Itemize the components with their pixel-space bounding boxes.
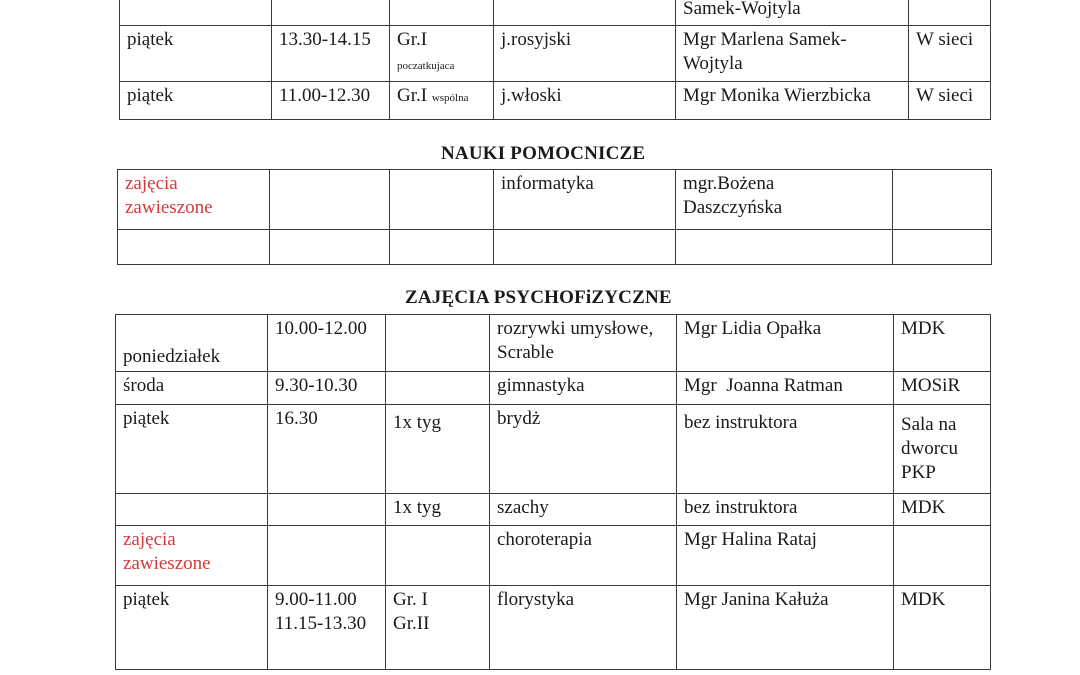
teacher-cell: Mgr Lidia Opałka [677,315,894,372]
teacher-cell: Mgr Janina Kałuża [677,586,894,670]
place-cell: MDK [894,494,991,526]
section-heading-psychophysical: ZAJĘCIA PSYCHOFiZYCZNE [405,287,672,308]
place-cell: MDK [894,315,991,372]
table-row [116,372,991,405]
group-cell [390,0,494,26]
time-cell [268,526,386,586]
subject-cell: gimnastyka [490,372,677,405]
group-cell [390,26,494,82]
table-row [116,315,991,372]
place-cell: MDK [894,586,991,670]
table-row [118,170,992,230]
day-cell: piątek [116,586,268,670]
teacher-cell: Mgr Marlena Samek-Wojtyla [676,26,909,82]
section-heading-auxiliary: NAUKI POMOCNICZE [441,143,646,164]
teacher-cell: bez instruktora [677,494,894,526]
subject-cell: choroterapia [490,526,677,586]
place-cell: W sieci [909,82,991,120]
group-cell: Gr. I Gr.II [386,586,490,670]
subject-cell: florystyka [490,586,677,670]
subject-cell: rozrywki umysłowe, Scrable [490,315,677,372]
auxiliary-table [117,169,992,265]
place-cell [909,0,991,26]
table-row [120,82,991,120]
group-sub-label: wspólna [431,92,469,104]
time-cell: 9.30-10.30 [268,372,386,405]
time-cell [270,170,390,230]
day-cell: piątek [120,26,272,82]
group-cell: 1x tyg [386,405,490,494]
subject-cell: szachy [490,494,677,526]
subject-cell: informatyka [494,170,676,230]
day-cell: piątek [120,82,272,120]
group-main-label: Gr.I [397,29,428,50]
table-row [116,494,991,526]
group-cell [386,526,490,586]
teacher-cell: bez instruktora [677,405,894,494]
group-main-label: Gr.I [397,85,428,106]
group-cell [386,372,490,405]
psychophysical-table [115,314,991,670]
time-cell [268,494,386,526]
day-cell [118,230,270,265]
teacher-cell: Mgr Joanna Ratman [677,372,894,405]
subject-cell [494,230,676,265]
place-cell [893,230,992,265]
table-row [120,0,991,26]
time-cell [272,0,390,26]
place-cell: W sieci [909,26,991,82]
time-cell: 13.30-14.15 [272,26,390,82]
time-cell: 10.00-12.00 [268,315,386,372]
teacher-cell [676,0,909,26]
day-cell: środa [116,372,268,405]
time-cell: 9.00-11.00 11.15-13.30 [268,586,386,670]
table-row [118,230,992,265]
group-cell: 1x tyg [386,494,490,526]
subject-cell: brydż [490,405,677,494]
time-cell [270,230,390,265]
teacher-cell: Mgr Monika Wierzbicka [676,82,909,120]
teacher-cell [676,230,893,265]
table-row [116,526,991,586]
subject-cell: j.rosyjski [494,26,676,82]
time-cell: 16.30 [268,405,386,494]
place-cell: MOSiR [894,372,991,405]
day-cell: piątek [116,405,268,494]
subject-cell: j.włoski [494,82,676,120]
place-cell [894,526,991,586]
subject-cell [494,0,676,26]
day-cell: poniedziałek [116,315,268,372]
table-row [116,586,991,670]
teacher-cell: Mgr Halina Rataj [677,526,894,586]
group-cell [390,82,494,120]
teacher-cell: mgr.Bożena Daszczyńska [676,170,893,230]
teacher-name: Samek-Wojtyla [683,0,801,19]
group-cell [390,170,494,230]
time-cell: 11.00-12.30 [272,82,390,120]
place-cell: Sala na dworcu PKP [894,405,991,494]
day-cell: zajęcia zawieszone [116,526,268,586]
languages-table [119,0,991,120]
group-sub-label: poczatkujaca [397,60,455,72]
day-cell: zajęcia zawieszone [118,170,270,230]
group-cell [386,315,490,372]
day-cell [120,0,272,26]
table-row [116,405,991,494]
table-row [120,26,991,82]
place-cell [893,170,992,230]
group-cell [390,230,494,265]
day-cell [116,494,268,526]
